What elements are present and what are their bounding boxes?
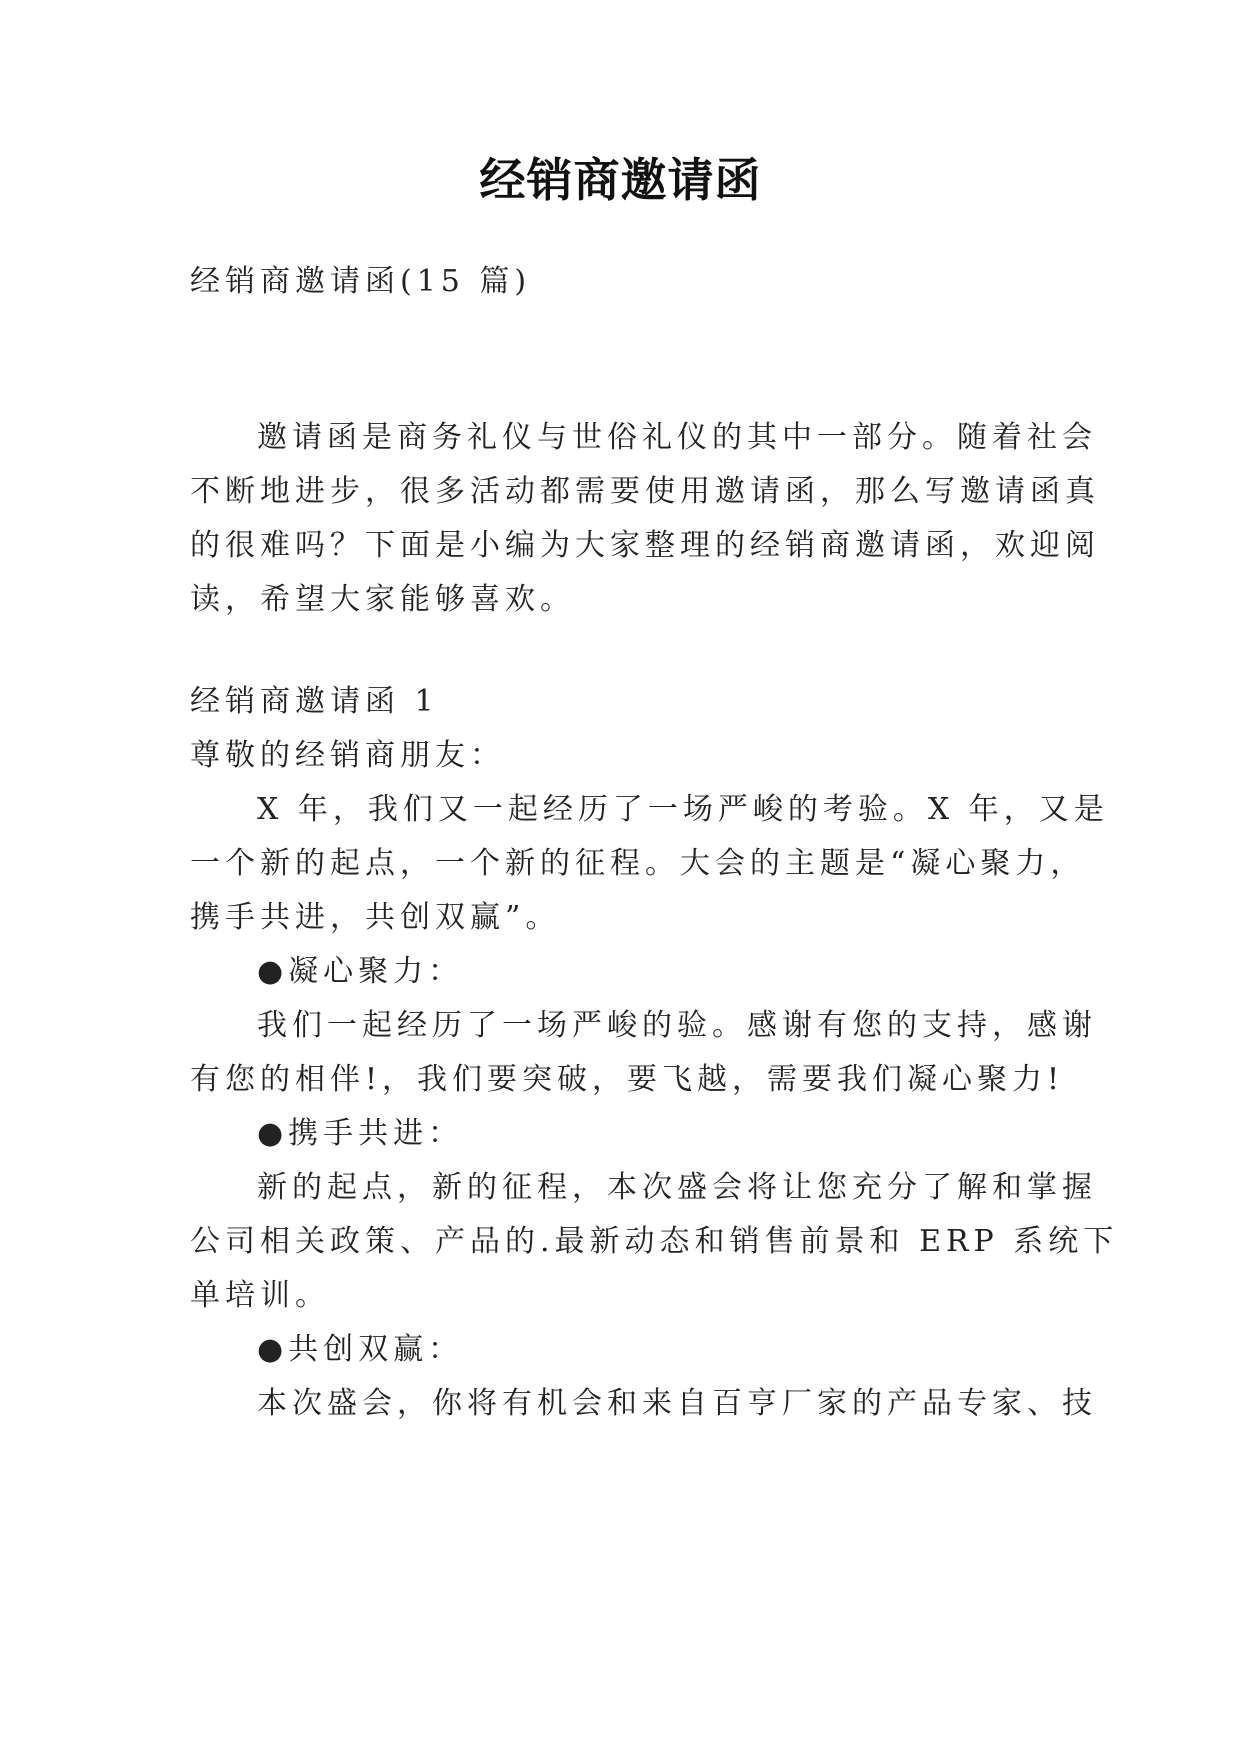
para4-line-1: 本次盛会，你将有机会和来自百亨厂家的产品专家、技 xyxy=(257,1386,1097,1421)
para3-line-1: 新的起点，新的征程，本次盛会将让您充分了解和掌握 xyxy=(257,1170,1097,1205)
intro-line-1: 邀请函是商务礼仪与世俗礼仪的其中一部分。随着社会 xyxy=(257,420,1097,455)
section-heading: 经销商邀请函 1 xyxy=(190,684,439,719)
para3-line-2: 公司相关政策、产品的.最新动态和销售前景和 ERP 系统下 xyxy=(190,1224,1119,1259)
para1-line-1: X 年，我们又一起经历了一场严峻的考验。X 年，又是 xyxy=(257,792,1109,827)
document-title: 经销商邀请函 xyxy=(479,153,762,207)
intro-line-4: 读，希望大家能够喜欢。 xyxy=(190,582,575,617)
para2-line-2: 有您的相伴!，我们要突破，要飞越，需要我们凝心聚力! xyxy=(190,1062,1065,1097)
para1-line-3: 携手共进，共创双赢”。 xyxy=(190,900,561,935)
intro-line-3: 的很难吗？下面是小编为大家整理的经销商邀请函，欢迎阅 xyxy=(190,528,1100,563)
para1-line-2: 一个新的起点，一个新的征程。大会的主题是“凝心聚力， xyxy=(190,846,1086,881)
intro-line-2: 不断地进步，很多活动都需要使用邀请函，那么写邀请函真 xyxy=(190,474,1100,509)
para2-line-1: 我们一起经历了一场严峻的验。感谢有您的支持，感谢 xyxy=(257,1008,1097,1043)
greeting: 尊敬的经销商朋友： xyxy=(190,738,505,773)
bullet-heading-3: ●共创双赢： xyxy=(257,1332,464,1367)
document-subtitle: 经销商邀请函(15 篇) xyxy=(190,264,532,299)
bullet-heading-1: ●凝心聚力： xyxy=(257,954,464,989)
bullet-heading-2: ●携手共进： xyxy=(257,1116,464,1151)
para3-line-3: 单培训。 xyxy=(190,1278,330,1313)
